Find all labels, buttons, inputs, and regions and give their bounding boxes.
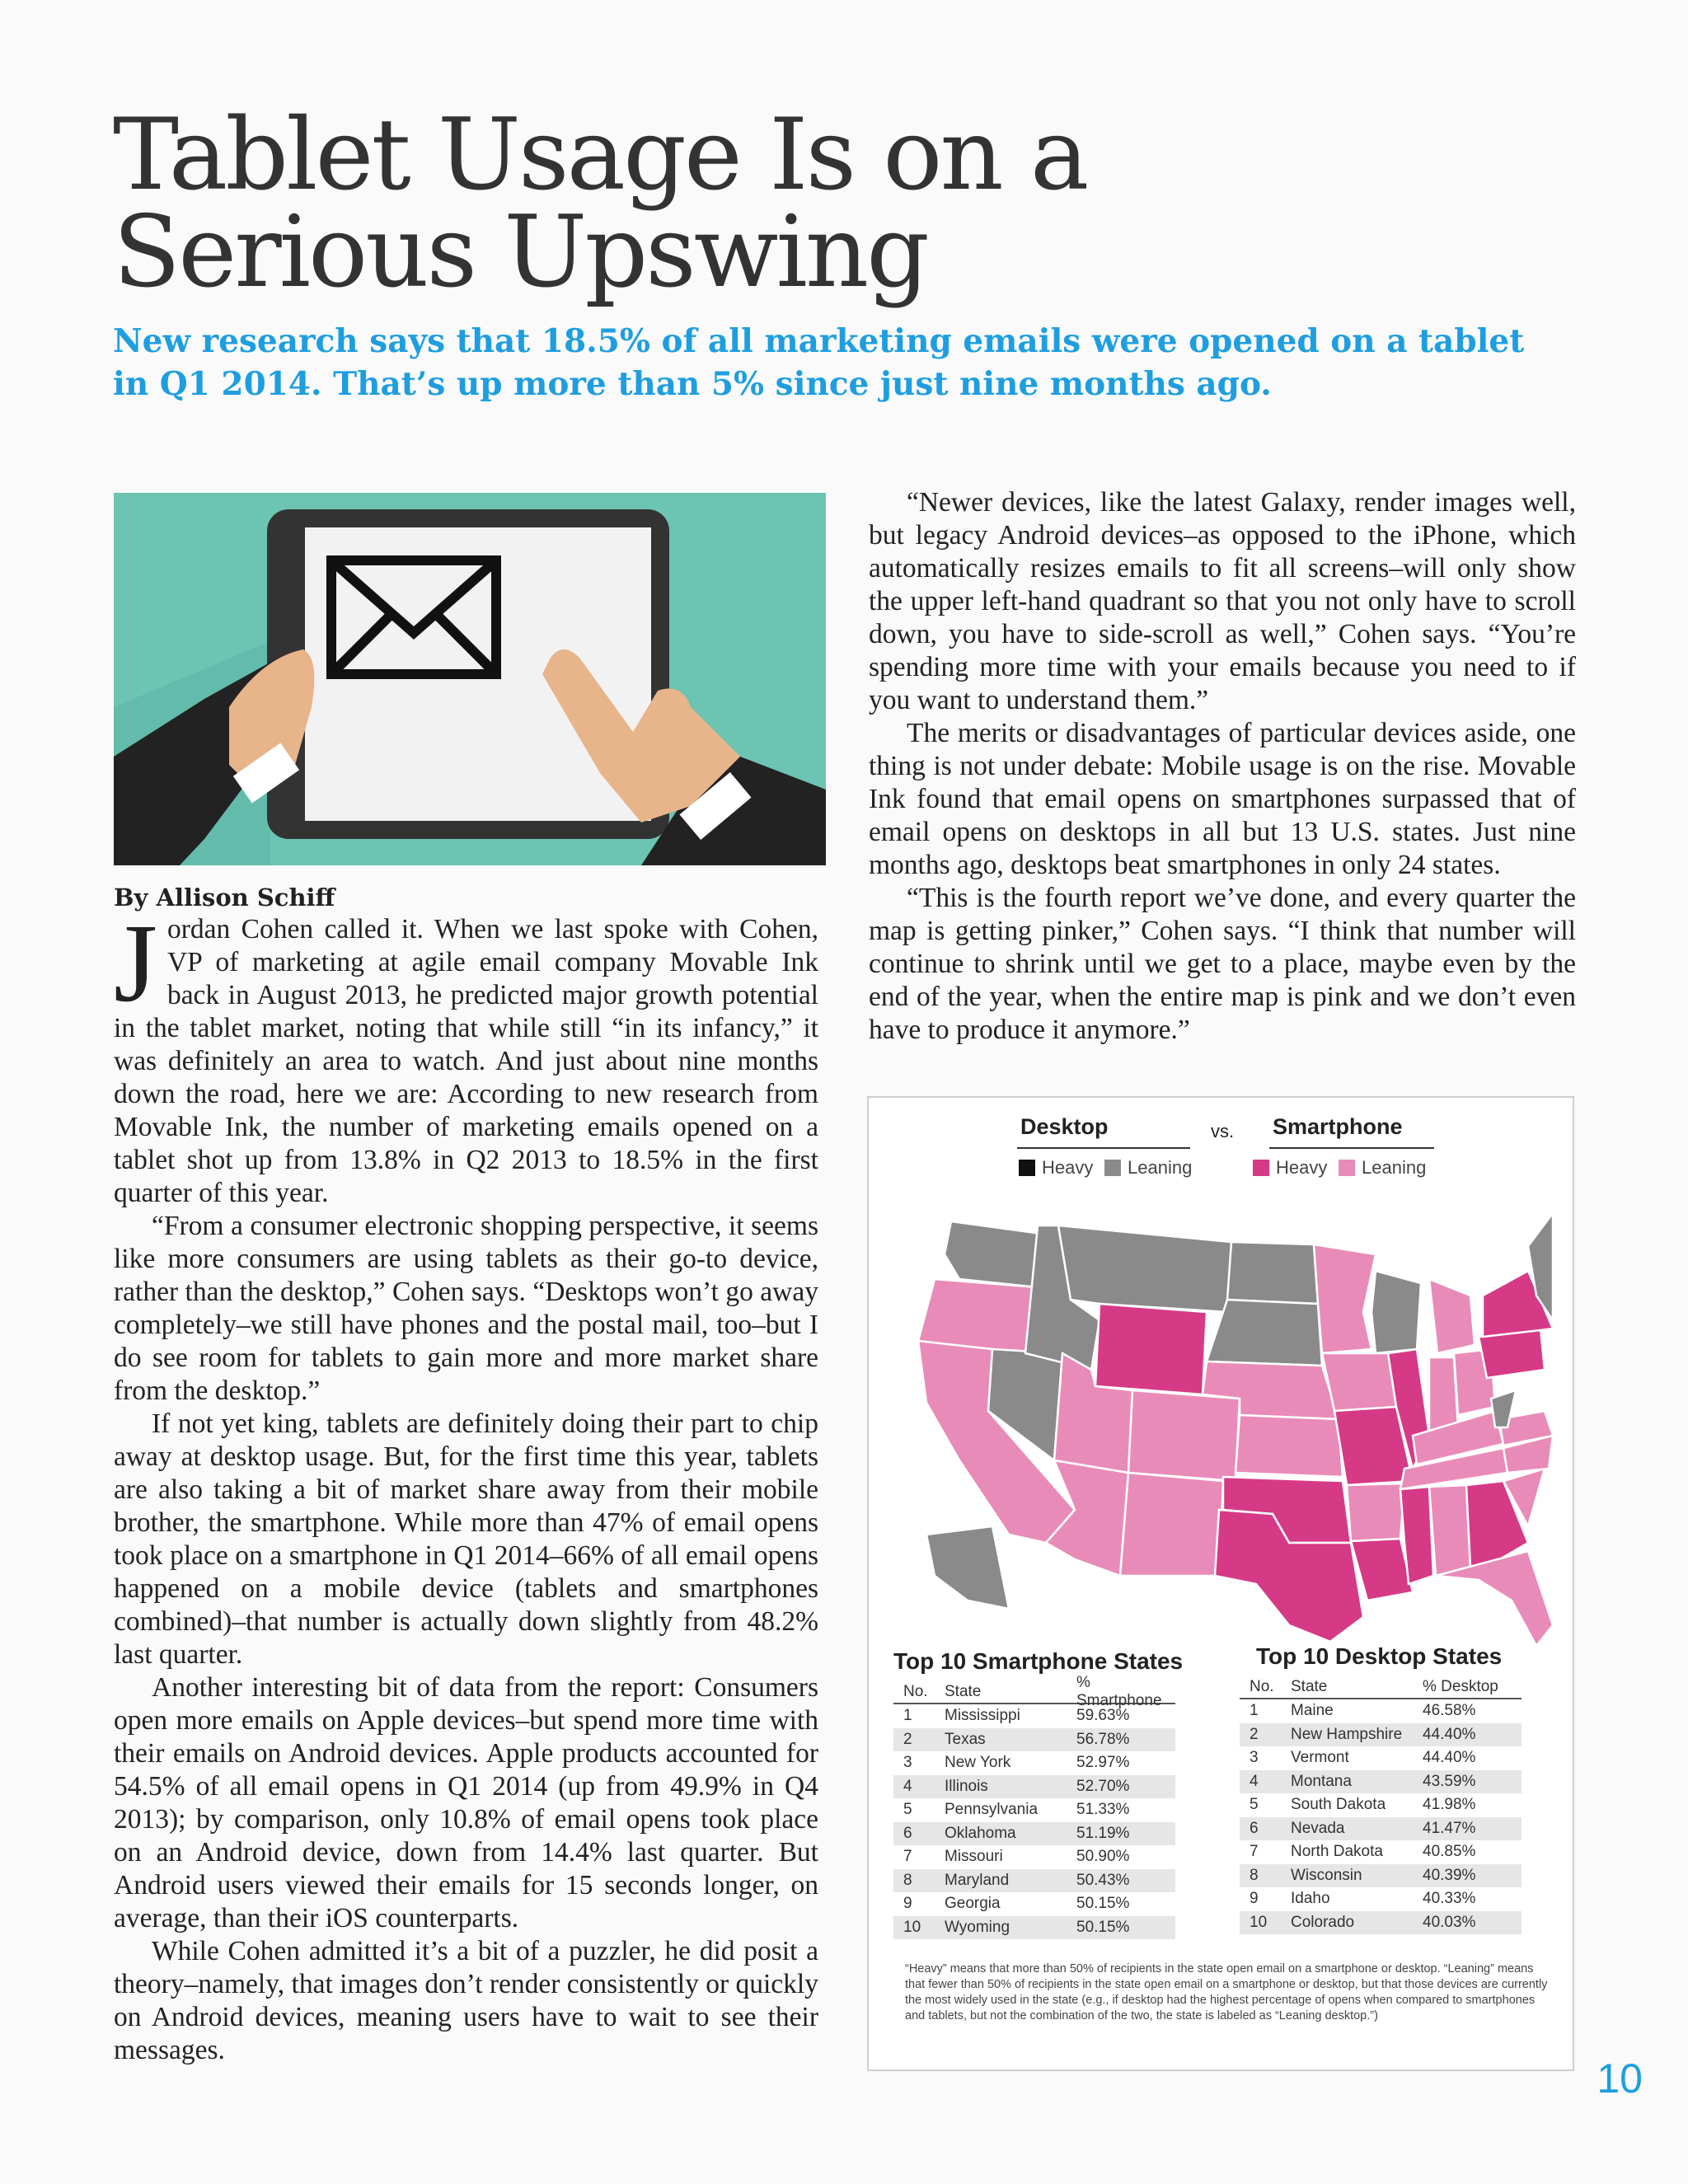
table-cell: 6 bbox=[1250, 1819, 1259, 1837]
table-cell: 40.85% bbox=[1423, 1843, 1476, 1861]
table-cell: 10 bbox=[903, 1918, 921, 1936]
table-row bbox=[1240, 1723, 1522, 1747]
article-subtitle: New research says that 18.5% of all marketing emails were opened on a tablet in Q1 2014. That’s up more than 5% since just nine months ago. bbox=[113, 322, 1525, 403]
table-cell: 43.59% bbox=[1423, 1772, 1476, 1790]
header-cell: State bbox=[1291, 1678, 1328, 1695]
table-cell: Texas bbox=[945, 1730, 986, 1748]
state-alaska bbox=[926, 1526, 1009, 1609]
table-cell: 9 bbox=[903, 1895, 912, 1913]
smartphone-table bbox=[893, 1674, 1175, 1939]
table-cell: 6 bbox=[903, 1824, 912, 1842]
table-cell: South Dakota bbox=[1291, 1796, 1386, 1814]
swatch bbox=[1339, 1160, 1355, 1176]
table-row bbox=[893, 1869, 1175, 1893]
table-cell: 50.43% bbox=[1076, 1871, 1130, 1889]
legend-smartphone-leaning bbox=[1339, 1157, 1426, 1179]
table-row bbox=[893, 1728, 1175, 1752]
table-cell: Missouri bbox=[945, 1848, 1003, 1866]
table-cell: 8 bbox=[903, 1871, 912, 1889]
header-cell: % Smartphone bbox=[1076, 1674, 1162, 1709]
table-cell: New Hampshire bbox=[1291, 1725, 1403, 1743]
state-kansas bbox=[1236, 1415, 1343, 1477]
table-cell: Maryland bbox=[945, 1871, 1010, 1889]
table-cell: 52.97% bbox=[1076, 1754, 1130, 1772]
table-header bbox=[893, 1674, 1175, 1709]
table-cell: 5 bbox=[903, 1801, 912, 1819]
state-wisconsin bbox=[1372, 1271, 1421, 1353]
table-row bbox=[1240, 1699, 1522, 1723]
table-cell: Oklahoma bbox=[945, 1824, 1016, 1842]
table-cell: North Dakota bbox=[1291, 1843, 1383, 1861]
table-cell: 46.58% bbox=[1423, 1702, 1476, 1720]
table-cell: 8 bbox=[1250, 1866, 1259, 1884]
table-row bbox=[893, 1798, 1175, 1822]
header-cell: State bbox=[945, 1683, 982, 1700]
table-cell: 9 bbox=[1250, 1890, 1259, 1908]
table-cell: Montana bbox=[1291, 1772, 1352, 1790]
table-cell: Mississippi bbox=[945, 1707, 1020, 1725]
legend-label: Heavy bbox=[1276, 1157, 1328, 1178]
swatch bbox=[1019, 1160, 1035, 1176]
table-cell: 4 bbox=[1250, 1772, 1259, 1790]
legend-vs: vs. bbox=[1211, 1121, 1235, 1141]
swatch bbox=[1104, 1160, 1121, 1176]
table-row bbox=[893, 1892, 1175, 1916]
table-cell: 3 bbox=[903, 1754, 912, 1772]
article-right-column bbox=[869, 486, 1576, 1047]
table-row bbox=[893, 1704, 1175, 1728]
header-cell: % Desktop bbox=[1423, 1678, 1498, 1695]
desktop-table bbox=[1240, 1676, 1522, 1934]
table-cell: Wisconsin bbox=[1291, 1866, 1362, 1884]
legend-desktop-heavy bbox=[1019, 1157, 1093, 1179]
legend-desktop-title: Desktop bbox=[1020, 1114, 1109, 1139]
paragraph: If not yet king, tablets are definitely doing their part to chip away at desktop usage. But, for the first time this year, tablets are also taking a bit of market share away from their mobile brother, the smartphone. While more than 47% of email opens took place on a smartphone in Q1 2014–66% of all email opens happened on a mobile device (tablets and smartphones combined)–that number is actually down slightly from 48.2% last quarter. bbox=[114, 1408, 818, 1670]
table-cell: 10 bbox=[1250, 1913, 1268, 1931]
table-row bbox=[1240, 1911, 1522, 1935]
state-south-dakota bbox=[1207, 1300, 1322, 1366]
table-cell: Pennsylvania bbox=[945, 1801, 1039, 1819]
table-row bbox=[1240, 1840, 1522, 1864]
table-cell: 52.70% bbox=[1076, 1777, 1130, 1795]
legend-label: Leaning bbox=[1128, 1157, 1193, 1178]
paragraph-text: ordan Cohen called it. When we last spoke with Cohen, VP of marketing at agile email company Movable Ink back in August 2013, he predicted major growth potential in the tablet market, noting that while still “in its infancy,” it was definitely an area to watch. And just about nine months down the road, here we are: According to new research from Movable Ink, the number of marketing emails opened on a tablet shot up from 13.8% in Q2 2013 to 18.5% in the first quarter of this year. bbox=[114, 914, 818, 1208]
smartphone-vs-desktop-figure bbox=[867, 1096, 1574, 2071]
table-cell: 7 bbox=[903, 1848, 912, 1866]
article-title bbox=[113, 98, 1184, 310]
table-row bbox=[1240, 1887, 1522, 1911]
legend-smartphone-heavy bbox=[1253, 1157, 1327, 1179]
state-michigan bbox=[1429, 1279, 1475, 1353]
smartphone-table-title: Top 10 Smartphone States bbox=[893, 1648, 1184, 1674]
state-washington bbox=[945, 1221, 1042, 1287]
table-cell: 7 bbox=[1250, 1843, 1259, 1861]
table-cell: 41.98% bbox=[1423, 1796, 1476, 1814]
paragraph: “Newer devices, like the latest Galaxy, render images well, but legacy Android devices–as opposed to the iPhone, which automatically resizes emails to fit all screens–will only show the upper left-hand quadrant so that you not only have to scroll down, you have to side-scroll as well,” Cohen says. “You’re spending more time with your emails because you need to if you want to understand them.” bbox=[869, 487, 1576, 715]
table-cell: 44.40% bbox=[1423, 1749, 1476, 1767]
table-row bbox=[893, 1845, 1175, 1869]
legend-label: Heavy bbox=[1042, 1157, 1094, 1178]
table-cell: 2 bbox=[903, 1730, 912, 1748]
table-cell: 56.78% bbox=[1076, 1730, 1130, 1748]
table-cell: Vermont bbox=[1291, 1749, 1349, 1767]
table-cell: Georgia bbox=[945, 1895, 1001, 1913]
article-left-column bbox=[114, 902, 818, 2067]
header-cell: No. bbox=[903, 1683, 928, 1700]
table-row bbox=[1240, 1864, 1522, 1888]
table-cell: 41.47% bbox=[1423, 1819, 1476, 1837]
table-row bbox=[893, 1822, 1175, 1846]
table-cell: Maine bbox=[1291, 1702, 1334, 1720]
table-cell: 59.63% bbox=[1076, 1707, 1130, 1725]
table-row bbox=[1240, 1793, 1522, 1817]
state-montana bbox=[1058, 1226, 1231, 1312]
table-cell: 2 bbox=[1250, 1725, 1259, 1743]
state-colorado bbox=[1128, 1390, 1240, 1481]
table-header bbox=[1240, 1676, 1522, 1699]
table-cell: 5 bbox=[1250, 1796, 1259, 1814]
legend-desktop-leaning bbox=[1104, 1157, 1192, 1179]
header-cell: No. bbox=[1250, 1678, 1274, 1695]
title-line-2: Serious Upswing bbox=[113, 195, 927, 310]
table-cell: 40.03% bbox=[1423, 1913, 1476, 1931]
state-alabama bbox=[1429, 1485, 1470, 1576]
legend-label: Leaning bbox=[1362, 1157, 1427, 1178]
state-wyoming bbox=[1095, 1304, 1207, 1394]
table-cell: Nevada bbox=[1291, 1819, 1345, 1837]
table-row bbox=[893, 1751, 1175, 1775]
figure-footnote: “Heavy” means that more than 50% of recipients in the state open email on a smartphone or desktop. “Leaning” means that fewer than 50% of recipients in the state open email on a smartphone or desktop, but that those devices are currently the most widely used in the state (e.g., if desktop had the highest percentage of opens when compared to smartphones and tablets, but not the combination of the two, the state is labeled as “Leaning desktop.”) bbox=[905, 1962, 1548, 2022]
table-cell: Colorado bbox=[1291, 1913, 1355, 1931]
page-number: 10 bbox=[1597, 2055, 1643, 2102]
table-cell: 51.33% bbox=[1076, 1801, 1130, 1819]
table-cell: 40.39% bbox=[1423, 1866, 1476, 1884]
state-iowa bbox=[1322, 1353, 1396, 1411]
table-cell: 44.40% bbox=[1423, 1725, 1476, 1743]
paragraph: Another interesting bit of data from the report: Consumers open more emails on Apple devices–but spend more time with their emails on Android devices. Apple products accounted for 54.5% of all email opens in Q1 2014 (up from 49.9% in Q4 2013); by comparison, only 10.8% of email opens took place on an Android device, down from 14.4% last quarter. But Android users viewed their emails for 15 seconds longer, on average, than their iOS counterparts. bbox=[114, 1672, 818, 1933]
table-row bbox=[1240, 1817, 1522, 1841]
table-cell: 50.90% bbox=[1076, 1848, 1130, 1866]
table-row bbox=[893, 1916, 1175, 1940]
us-map bbox=[902, 1188, 1553, 1650]
table-cell: 4 bbox=[903, 1777, 912, 1795]
drop-cap: J bbox=[114, 902, 157, 1025]
table-cell: Idaho bbox=[1291, 1890, 1330, 1908]
table-row bbox=[1240, 1746, 1522, 1770]
table-row bbox=[893, 1775, 1175, 1799]
table-cell: 40.33% bbox=[1423, 1890, 1476, 1908]
table-cell: New York bbox=[945, 1754, 1011, 1772]
byline: By Allison Schiff bbox=[114, 883, 335, 912]
state-new-mexico bbox=[1120, 1473, 1223, 1576]
legend-divider bbox=[1269, 1147, 1434, 1149]
state-minnesota bbox=[1314, 1244, 1376, 1353]
table-cell: 1 bbox=[1250, 1702, 1259, 1720]
state-arkansas bbox=[1347, 1483, 1404, 1541]
legend-smartphone-title: Smartphone bbox=[1273, 1114, 1403, 1139]
table-cell: Illinois bbox=[945, 1777, 988, 1795]
paragraph: “From a consumer electronic shopping perspective, it seems like more consumers are using tablets as their go-to device, rather than the desktop,” Cohen says. “Desktops won’t go away completely–we still have phones and the postal mail, too–but I do see room for tablets to gain more and more market share from the desktop.” bbox=[114, 1211, 818, 1406]
paragraph: While Cohen admitted it’s a bit of a puzzler, he did posit a theory–namely, that images don’t render consistently or quickly on Android devices, meaning users have to wait to see their messages. bbox=[114, 1936, 818, 2065]
swatch bbox=[1253, 1160, 1269, 1176]
title-line-1: Tablet Usage Is on a bbox=[113, 98, 1087, 213]
tablet-email-illustration bbox=[114, 493, 826, 865]
table-cell: Wyoming bbox=[945, 1918, 1010, 1936]
table-cell: 50.15% bbox=[1076, 1895, 1130, 1913]
table-cell: 51.19% bbox=[1076, 1824, 1130, 1842]
legend-divider bbox=[1017, 1147, 1190, 1149]
paragraph: “This is the fourth report we’ve done, and every quarter the map is getting pinker,” Cohen says. “I think that number will continue to shrink until we get to a place, maybe even by the end of the year, when the entire map is pink and we don’t even have to produce it anymore.” bbox=[869, 883, 1576, 1045]
table-cell: 50.15% bbox=[1076, 1918, 1130, 1936]
table-cell: 1 bbox=[903, 1707, 912, 1725]
paragraph: The merits or disadvantages of particular devices aside, one thing is not under debate: Mobile usage is on the rise. Movable Ink found that email opens on smartphones surpassed that of email opens on desktops in all but 13 U.S. states. Just nine months ago, desktops beat smartphones in only 24 states. bbox=[869, 718, 1576, 880]
paragraph bbox=[114, 902, 818, 1210]
state-louisiana bbox=[1351, 1539, 1413, 1601]
table-row bbox=[1240, 1770, 1522, 1794]
desktop-table-title: Top 10 Desktop States bbox=[1256, 1643, 1503, 1669]
state-north-dakota bbox=[1227, 1242, 1318, 1304]
table-cell: 3 bbox=[1250, 1749, 1259, 1767]
